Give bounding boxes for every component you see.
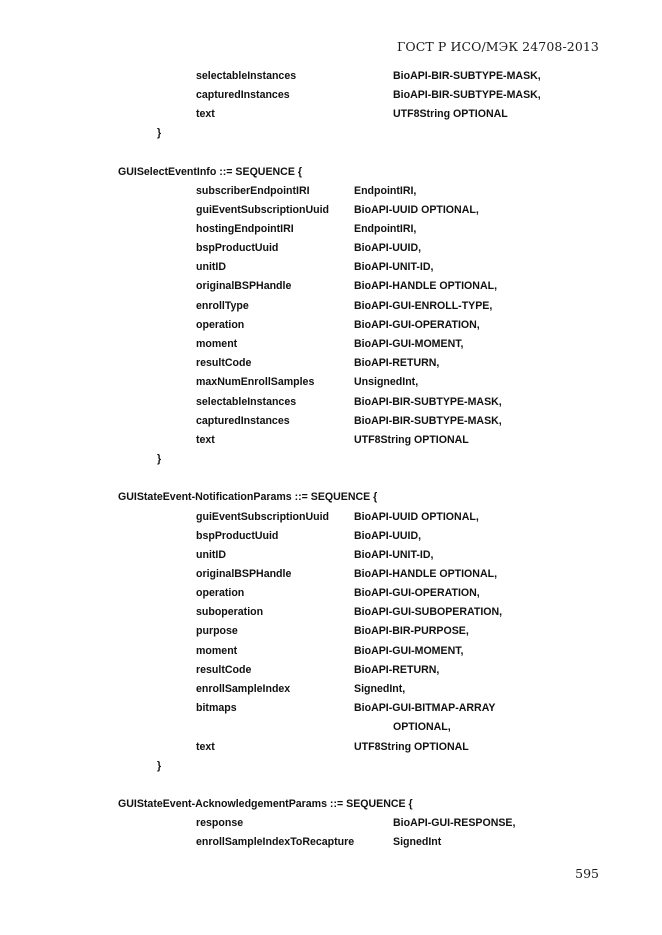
field-type: BioAPI-GUI-RESPONSE, (393, 817, 516, 829)
field-name: moment (196, 645, 238, 657)
field-type: BioAPI-UUID, (354, 242, 422, 254)
field-type: BioAPI-BIR-SUBTYPE-MASK, (354, 396, 502, 408)
closing-brace: } (157, 127, 162, 139)
standard-header: ГОСТ Р ИСО/МЭК 24708-2013 (396, 39, 599, 54)
field-name: selectableInstances (196, 396, 297, 408)
field-type: UTF8String OPTIONAL (354, 741, 469, 753)
field-name: operation (196, 587, 245, 599)
field-name: moment (196, 338, 238, 350)
sequence-title: GUISelectEventInfo ::= SEQUENCE { (118, 166, 302, 178)
sequence-title: GUIStateEvent-NotificationParams ::= SEQUENCE { (118, 491, 378, 503)
field-type: BioAPI-UNIT-ID, (354, 549, 434, 561)
field-type: BioAPI-BIR-SUBTYPE-MASK, (393, 70, 541, 82)
field-type: BioAPI-UNIT-ID, (354, 261, 434, 273)
field-type: BioAPI-HANDLE OPTIONAL, (354, 568, 498, 580)
field-name: hostingEndpointIRI (196, 223, 294, 235)
field-name: resultCode (196, 357, 252, 369)
field-name: capturedInstances (196, 89, 290, 101)
field-type: UnsignedInt, (354, 376, 419, 388)
field-type: BioAPI-GUI-MOMENT, (354, 338, 464, 350)
field-name: operation (196, 319, 245, 331)
field-name: bspProductUuid (196, 242, 279, 254)
field-name: enrollType (196, 300, 249, 312)
field-name: unitID (196, 549, 227, 561)
field-type: BioAPI-GUI-BITMAP-ARRAY (354, 702, 496, 714)
field-type: BioAPI-BIR-PURPOSE, (354, 625, 469, 637)
field-name: enrollSampleIndexToRecapture (196, 836, 355, 848)
closing-brace: } (157, 453, 162, 465)
field-name: text (196, 741, 215, 753)
field-name: selectableInstances (196, 70, 297, 82)
field-name: bspProductUuid (196, 530, 279, 542)
field-name: enrollSampleIndex (196, 683, 291, 695)
field-type: SignedInt (393, 836, 442, 848)
field-type: BioAPI-GUI-MOMENT, (354, 645, 464, 657)
field-name: subscriberEndpointIRI (196, 185, 310, 197)
field-name: guiEventSubscriptionUuid (196, 511, 330, 523)
field-name: unitID (196, 261, 227, 273)
field-type: BioAPI-GUI-OPERATION, (354, 319, 480, 331)
field-type: BioAPI-HANDLE OPTIONAL, (354, 280, 498, 292)
field-type: UTF8String OPTIONAL (393, 108, 508, 120)
field-type: EndpointIRI, (354, 223, 417, 235)
field-type: BioAPI-UUID, (354, 530, 422, 542)
field-name: originalBSPHandle (196, 568, 292, 580)
field-type: BioAPI-UUID OPTIONAL, (354, 511, 479, 523)
page-number: 595 (575, 866, 599, 881)
field-type: BioAPI-RETURN, (354, 357, 440, 369)
field-type-continuation: OPTIONAL, (393, 721, 451, 733)
field-name: capturedInstances (196, 415, 290, 427)
field-name: bitmaps (196, 702, 237, 714)
field-type: BioAPI-RETURN, (354, 664, 440, 676)
field-type: SignedInt, (354, 683, 406, 695)
field-type: UTF8String OPTIONAL (354, 434, 469, 446)
closing-brace: } (157, 760, 162, 772)
field-type: EndpointIRI, (354, 185, 417, 197)
field-name: purpose (196, 625, 238, 637)
field-type: BioAPI-UUID OPTIONAL, (354, 204, 479, 216)
field-name: guiEventSubscriptionUuid (196, 204, 330, 216)
field-type: BioAPI-GUI-SUBOPERATION, (354, 606, 503, 618)
sequence-title: GUIStateEvent-AcknowledgementParams ::= SEQUENCE { (118, 798, 413, 810)
field-name: text (196, 434, 215, 446)
field-name: resultCode (196, 664, 252, 676)
field-type: BioAPI-BIR-SUBTYPE-MASK, (354, 415, 502, 427)
field-type: BioAPI-GUI-ENROLL-TYPE, (354, 300, 493, 312)
field-name: suboperation (196, 606, 264, 618)
field-type: BioAPI-BIR-SUBTYPE-MASK, (393, 89, 541, 101)
field-name: response (196, 817, 244, 829)
field-name: text (196, 108, 215, 120)
field-name: originalBSPHandle (196, 280, 292, 292)
field-type: BioAPI-GUI-OPERATION, (354, 587, 480, 599)
field-name: maxNumEnrollSamples (196, 376, 315, 388)
